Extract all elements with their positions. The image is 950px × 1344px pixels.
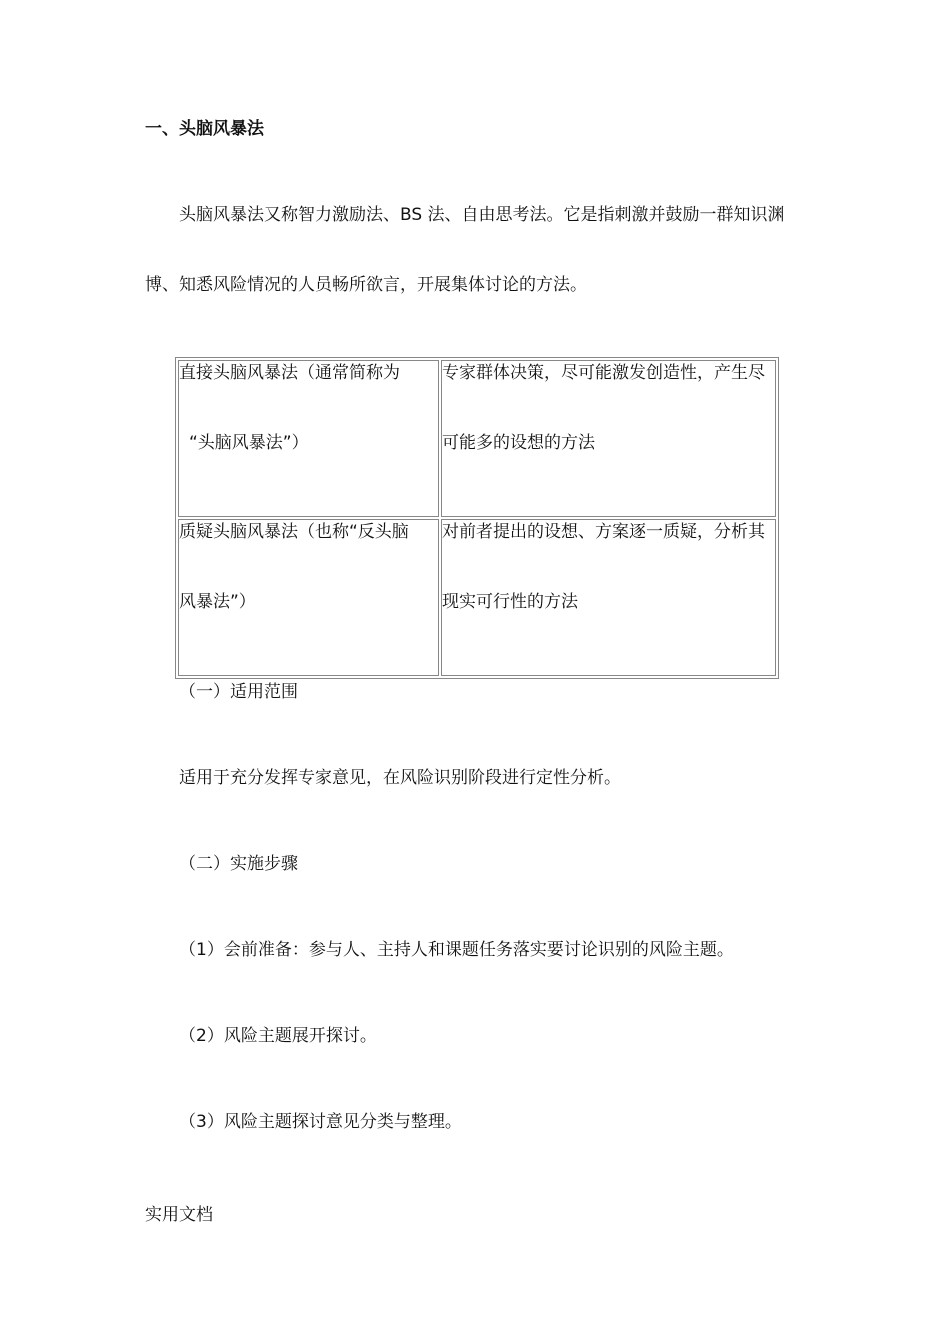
intro-paragraph-line-2: 博、知悉风险情况的人员畅所欲言，开展集体讨论的方法。 — [145, 275, 587, 295]
step-item: （2）风险主题展开探讨。 — [179, 1026, 377, 1046]
methods-table — [175, 357, 779, 679]
table-row — [178, 360, 776, 517]
cell-text-line: 对前者提出的设想、方案逐一质疑，分析其 — [442, 522, 765, 542]
cell-text-line: 可能多的设想的方法 — [442, 433, 595, 453]
table-cell-description — [441, 519, 776, 676]
table-row — [178, 519, 776, 676]
cell-text-line: 现实可行性的方法 — [442, 592, 578, 612]
table-cell-description — [441, 360, 776, 517]
intro-paragraph-line-1: 头脑风暴法又称智力激励法、BS 法、自由思考法。它是指刺激并鼓励一群知识渊 — [179, 205, 785, 225]
steps-heading: （二）实施步骤 — [179, 854, 298, 874]
cell-text-line: 风暴法”） — [179, 592, 256, 612]
table-cell-method — [178, 360, 439, 517]
scope-text: 适用于充分发挥专家意见，在风险识别阶段进行定性分析。 — [179, 768, 621, 788]
cell-text-line: “头脑风暴法”） — [189, 433, 309, 453]
step-item: （3）风险主题探讨意见分类与整理。 — [179, 1112, 462, 1132]
section-heading: 一、头脑风暴法 — [145, 119, 264, 139]
scope-heading: （一）适用范围 — [179, 682, 298, 702]
table-cell-method — [178, 519, 439, 676]
cell-text-line: 质疑头脑风暴法（也称“反头脑 — [179, 522, 409, 542]
footer-label: 实用文档 — [145, 1205, 213, 1225]
step-item: （1）会前准备：参与人、主持人和课题任务落实要讨论识别的风险主题。 — [179, 940, 734, 960]
cell-text-line: 直接头脑风暴法（通常简称为 — [179, 363, 400, 383]
cell-text-line: 专家群体决策，尽可能激发创造性，产生尽 — [442, 363, 765, 383]
